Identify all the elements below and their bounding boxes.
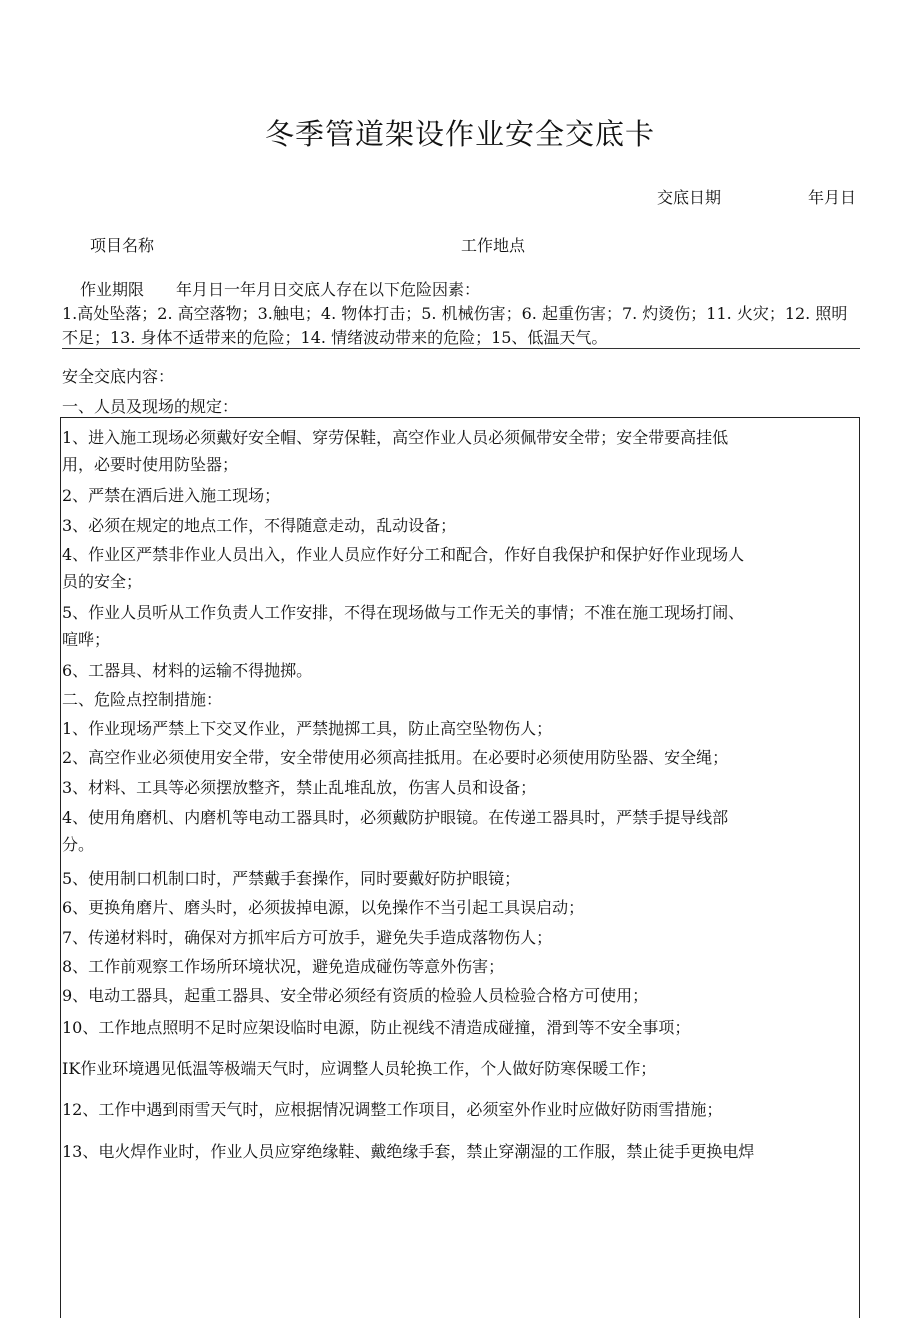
content-line: 1、进入施工现场必须戴好安全帽、穿劳保鞋，高空作业人员必须佩带安全带；安全带要高挂低 xyxy=(62,428,729,447)
content-line: 7、传递材料时，确保对方抓牢后方可放手，避免失手造成落物伤人； xyxy=(62,928,553,947)
page-title: 冬季管道架设作业安全交底卡 xyxy=(264,117,655,151)
divider xyxy=(62,348,860,349)
content-line: 10、工作地点照明不足时应架设临时电源，防止视线不清造成碰撞，滑到等不安全事项； xyxy=(62,1018,691,1037)
content-line: 分。 xyxy=(62,835,95,854)
content-line: 6、工器具、材料的运输不得抛掷。 xyxy=(62,661,313,680)
content-line: 6、更换角磨片、磨头时，必须拔掉电源，以免操作不当引起工具误启动； xyxy=(62,898,585,917)
content-intro: 安全交底内容： xyxy=(62,367,175,386)
project-name-label: 项目名称 xyxy=(90,236,155,255)
work-location-label: 工作地点 xyxy=(461,236,526,255)
section-title-2: 二、危险点控制措施： xyxy=(62,690,223,709)
content-line: 8、工作前观察工作场所环境状况，避免造成碰伤等意外伤害； xyxy=(62,957,505,976)
content-line: 1、作业现场严禁上下交叉作业，严禁抛掷工具，防止高空坠物伤人； xyxy=(62,719,553,738)
section-title-1: 一、人员及现场的规定： xyxy=(62,397,239,416)
content-line: 3、材料、工具等必须摆放整齐，禁止乱堆乱放，伤害人员和设备； xyxy=(62,778,537,797)
content-line: 2、高空作业必须使用安全带，安全带使用必须高挂抵用。在必要时必须使用防坠器、安全绳； xyxy=(62,748,729,767)
content-line: 12、工作中遇到雨雪天气时，应根据情况调整工作项目，必须室外作业时应做好防雨雪措施； xyxy=(62,1100,723,1119)
content-line: 2、严禁在酒后进入施工现场； xyxy=(62,486,281,505)
content-line: 13、电火焊作业时，作业人员应穿绝缘鞋、戴绝缘手套，禁止穿潮湿的工作服，禁止徒手更换电焊 xyxy=(62,1142,755,1161)
content-line: 员的安全； xyxy=(62,572,143,591)
content-line: 喧哗； xyxy=(62,630,111,649)
date-label: 交底日期 xyxy=(657,188,722,207)
work-period-text: 作业期限 年月日一年月日交底人存在以下危险因素： xyxy=(80,280,481,299)
content-line: 用，必要时使用防坠器； xyxy=(62,455,239,474)
content-line: IK作业环境遇见低温等极端天气时，应调整人员轮换工作，个人做好防寒保暖工作； xyxy=(62,1059,657,1078)
content-line: 4、作业区严禁非作业人员出入，作业人员应作好分工和配合，作好自我保护和保护好作业现场人 xyxy=(62,545,745,564)
content-line: 9、电动工器具，起重工器具、安全带必须经有资质的检验人员检验合格方可使用； xyxy=(62,986,649,1005)
content-line: 5、使用制口机制口时，严禁戴手套操作，同时要戴好防护眼镜； xyxy=(62,869,521,888)
content-line: 3、必须在规定的地点工作，不得随意走动，乱动设备； xyxy=(62,516,457,535)
date-value: 年月日 xyxy=(808,188,857,207)
content-line: 5、作业人员听从工作负责人工作安排，不得在现场做与工作无关的事情；不准在施工现场打闹、 xyxy=(62,603,745,622)
content-line: 4、使用角磨机、内磨机等电动工器具时，必须戴防护眼镜。在传递工器具时，严禁手提导线部 xyxy=(62,808,729,827)
hazard-list: 1.高处坠落；2. 高空落物；3.触电；4. 物体打击；5. 机械伤害；6. 起重伤害；7. 灼烫伤；11. 火灾；12. 照明不足；13. 身体不适带来的危险；14. 情绪波动带来的危险；15、低温天气。 xyxy=(62,304,848,347)
